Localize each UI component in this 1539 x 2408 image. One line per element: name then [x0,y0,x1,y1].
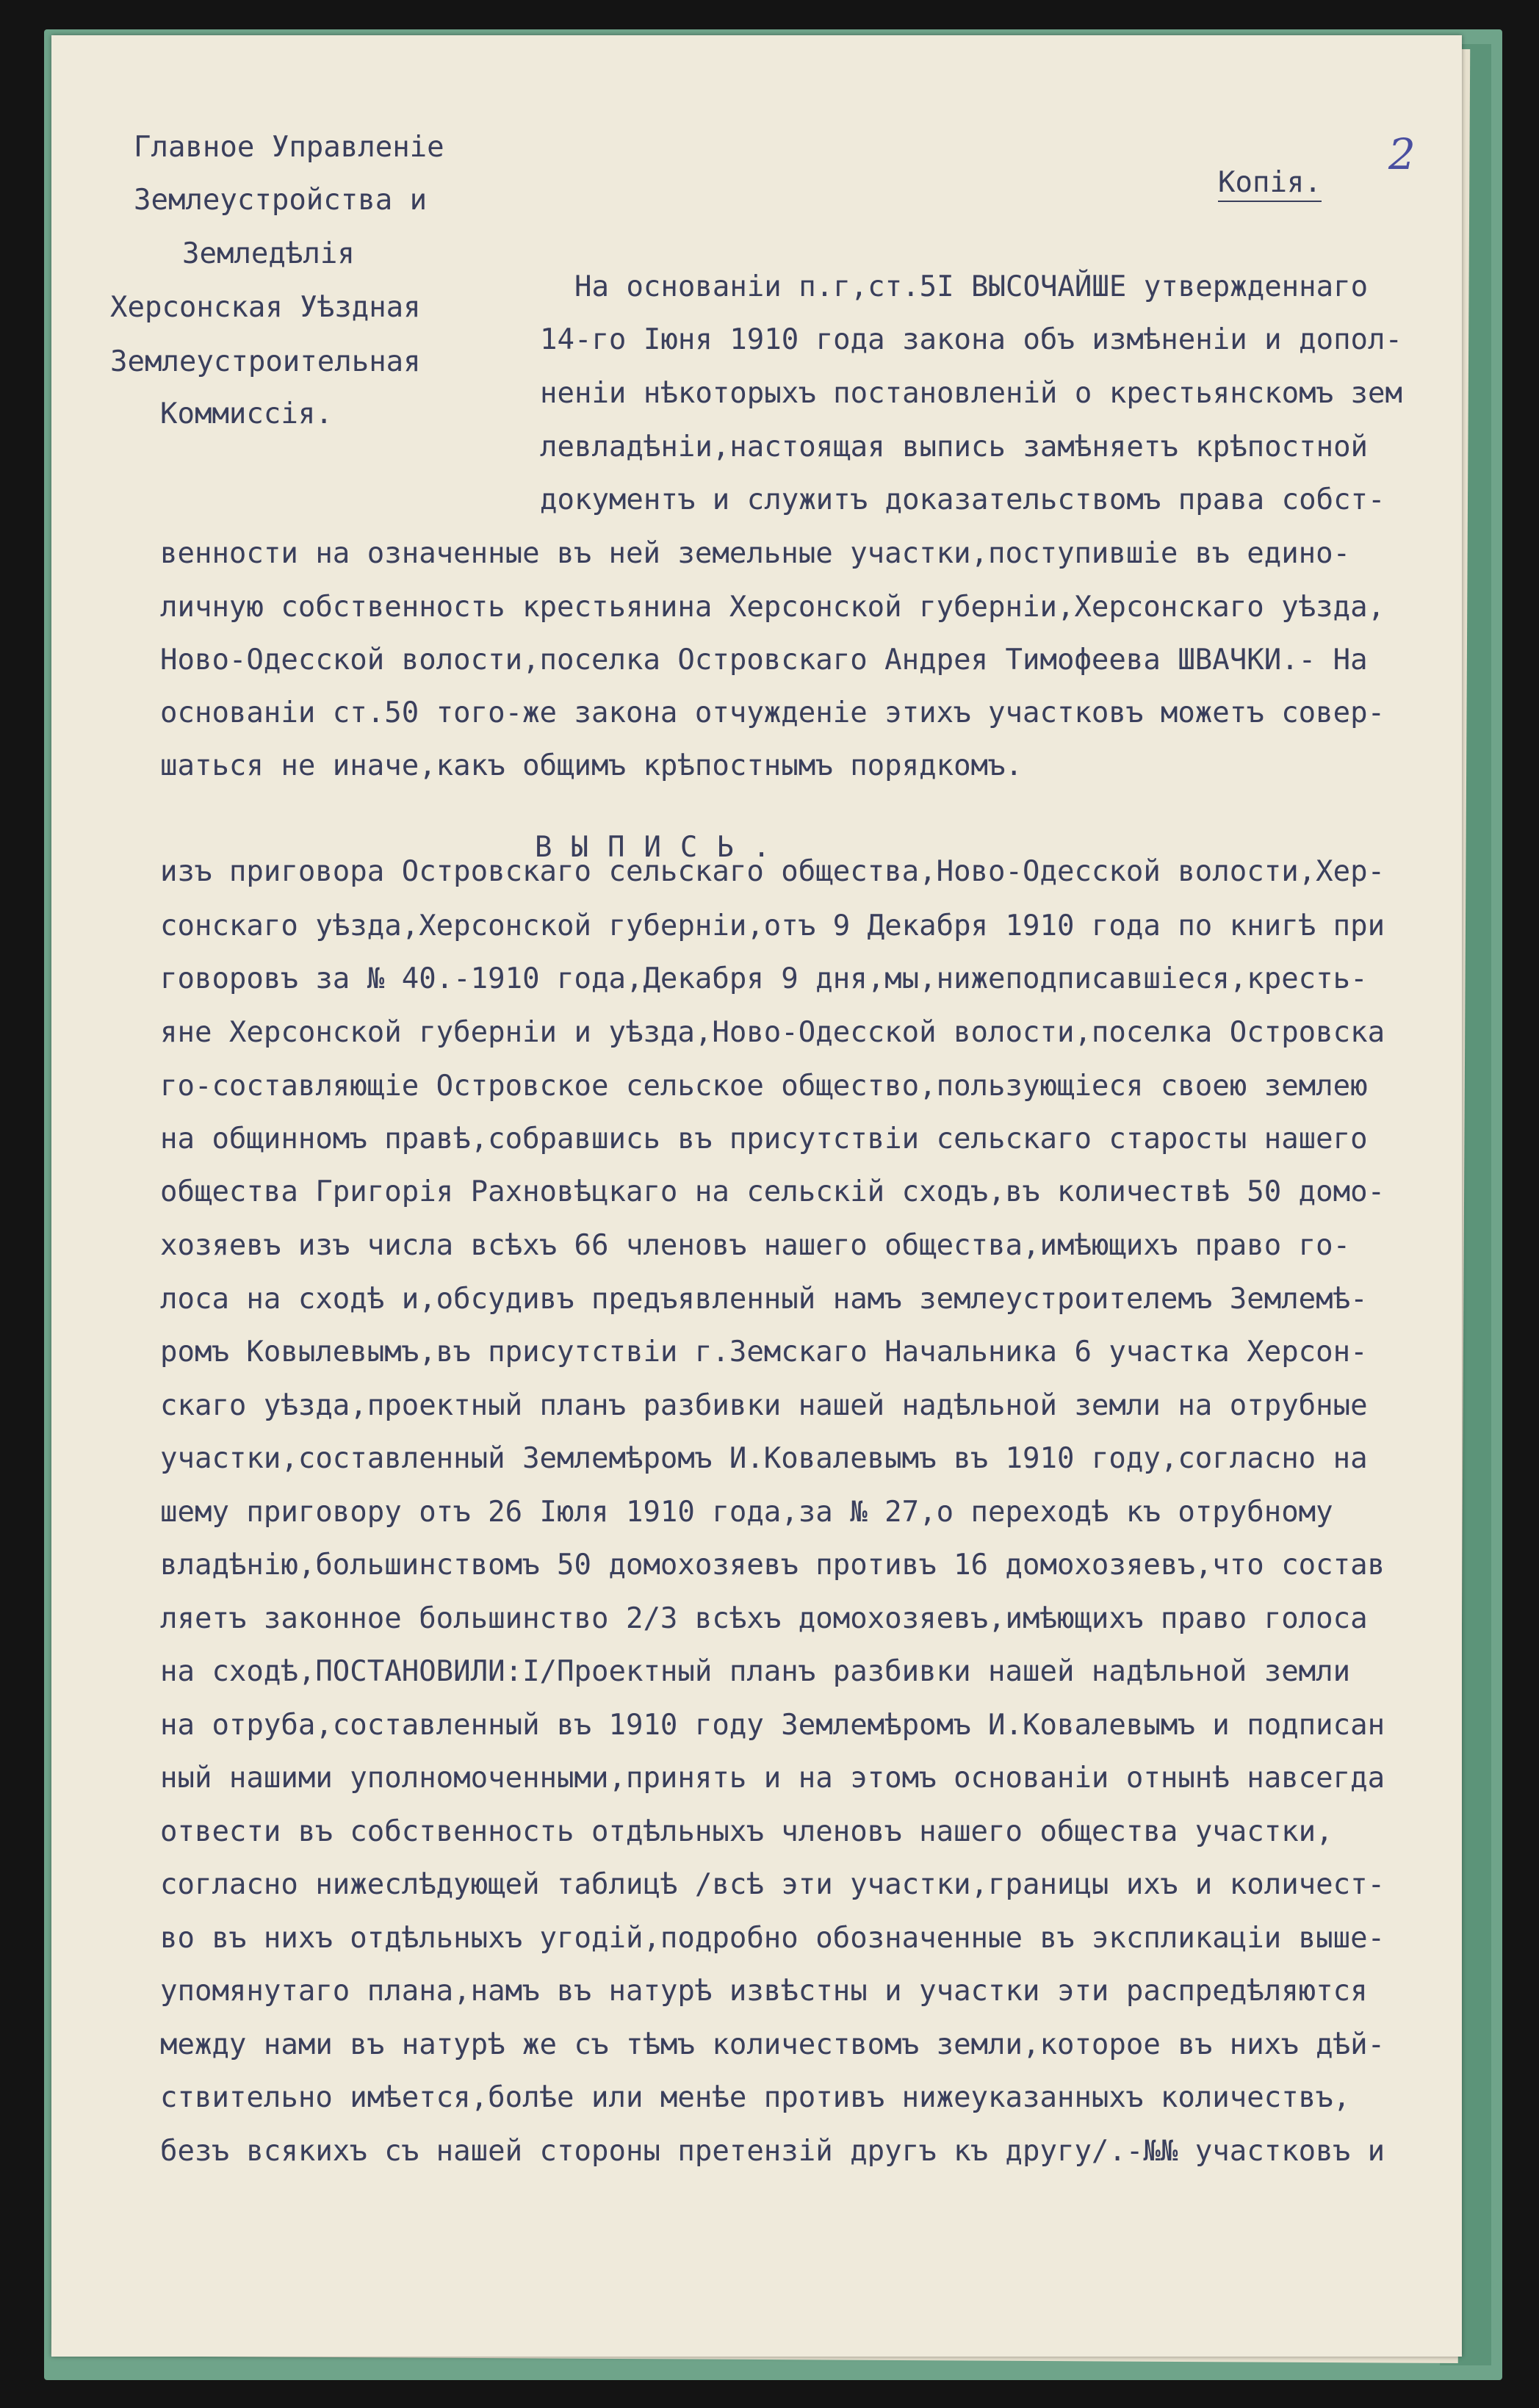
body-line: изъ приговора Островскаго сельскаго общества,Ново-Одесской волости,Хер- [160,855,1385,888]
body-line: владѣнію,большинствомъ 50 домохозяевъ противъ 16 домохозяевъ,что состав [160,1549,1385,1582]
intro-line: На основаніи п.г,ст.5І ВЫСОЧАЙШЕ утвержденнаго [574,270,1369,303]
body-line: общества Григорія Рахновѣцкаго на сельскій сходъ,въ количествѣ 50 домо- [160,1175,1385,1208]
body-line: на отруба,составленный въ 1910 году Землемѣромъ И.Ковалевымъ и подписан [160,1709,1385,1742]
intro-line: левладѣніи,настоящая выпись замѣняетъ крѣпостной [540,430,1369,464]
document-page [51,35,1462,2357]
header-line: Земледѣлія [182,237,355,270]
body-line: лоса на сходѣ и,обсудивъ предъявленный намъ землеустроителемъ Землемѣ- [160,1283,1368,1316]
header-line: Землеустроительная [110,345,421,378]
intro-line: венности на означенные въ ней земельные участки,поступившіе въ едино- [160,537,1351,570]
body-line: ствительно имѣется,болѣе или менѣе противъ нижеуказанныхъ количествъ, [160,2081,1351,2114]
intro-line: шаться не иначе,какъ общимъ крѣпостнымъ порядкомъ. [160,749,1023,782]
body-line: на общинномъ правѣ,собравшись въ присутствіи сельскаго старосты нашего [160,1122,1368,1156]
intro-line: Ново-Одесской волости,поселка Островскаго Андрея Тимофеева ШВАЧКИ.- На [160,644,1368,677]
copy-label: Копія. [1218,166,1322,202]
body-line: между нами въ натурѣ же съ тѣмъ количествомъ земли,которое въ нихъ дѣй- [160,2028,1385,2061]
handwritten-page-number: 2 [1388,129,1416,179]
body-line: говоровъ за № 40.-1910 года,Декабря 9 дня,мы,нижеподписавшіеся,кресть- [160,962,1368,995]
body-line: шему приговору отъ 26 Іюля 1910 года,за № 27,о переходѣ къ отрубному [160,1496,1333,1529]
body-line: отвести въ собственность отдѣльныхъ членовъ нашего общества участки, [160,1815,1333,1848]
header-line: Коммиссія. [160,397,333,430]
body-line: ляетъ законное большинство 2/3 всѣхъ домохозяевъ,имѣющихъ право голоса [160,1602,1368,1635]
body-line: ромъ Ковылевымъ,въ присутствіи г.Земскаго Начальника 6 участка Херсон- [160,1335,1368,1369]
body-line: го-составляющіе Островское сельское общество,пользующіеся своею землею [160,1070,1368,1103]
body-line: упомянутаго плана,намъ въ натурѣ извѣстны и участки эти распредѣляются [160,1975,1368,2008]
body-line: яне Херсонской губерніи и уѣзда,Ново-Одесской волости,поселка Островска [160,1016,1385,1049]
body-line: согласно нижеслѣдующей таблицѣ /всѣ эти участки,границы ихъ и количест- [160,1868,1385,1901]
intro-line: неніи нѣкоторыхъ постановленій о крестьянскомъ зем [540,377,1402,410]
body-line: на сходѣ,ПОСТАНОВИЛИ:І/Проектный планъ разбивки нашей надѣльной земли [160,1655,1351,1688]
body-line: участки,составленный Землемѣромъ И.Ковалевымъ въ 1910 году,согласно на [160,1442,1368,1475]
header-line: Землеустройства и [134,184,428,217]
body-line: безъ всякихъ съ нашей стороны претензій другъ къ другу/.-№№ участковъ и [160,2135,1385,2168]
intro-line: документъ и служитъ доказательствомъ права собст- [540,483,1385,516]
body-line: скаго уѣзда,проектный планъ разбивки нашей надѣльной земли на отрубные [160,1389,1368,1422]
header-line: Главное Управленіе [134,131,444,164]
intro-line: личную собственность крестьянина Херсонской губерніи,Херсонскаго уѣзда, [160,591,1385,624]
body-line: хозяевъ изъ числа всѣхъ 66 членовъ нашего общества,имѣющихъ право го- [160,1229,1351,1262]
body-line: сонскаго уѣзда,Херсонской губерніи,отъ 9 Декабря 1910 года по книгѣ при [160,909,1385,942]
intro-line: 14-го Іюня 1910 года закона объ измѣненіи и допол- [540,323,1402,356]
body-line: во въ нихъ отдѣльныхъ угодій,подробно обозначенные въ экспликаціи выше- [160,1922,1385,1955]
header-line: Херсонская Уѣздная [110,291,421,324]
intro-line: основаніи ст.50 того-же закона отчужденіе этихъ участковъ можетъ совер- [160,696,1385,729]
body-line: ный нашими уполномоченными,принять и на этомъ основаніи отнынѣ навсегда [160,1762,1385,1795]
document-title: ВЫПИСЬ. [535,831,790,864]
